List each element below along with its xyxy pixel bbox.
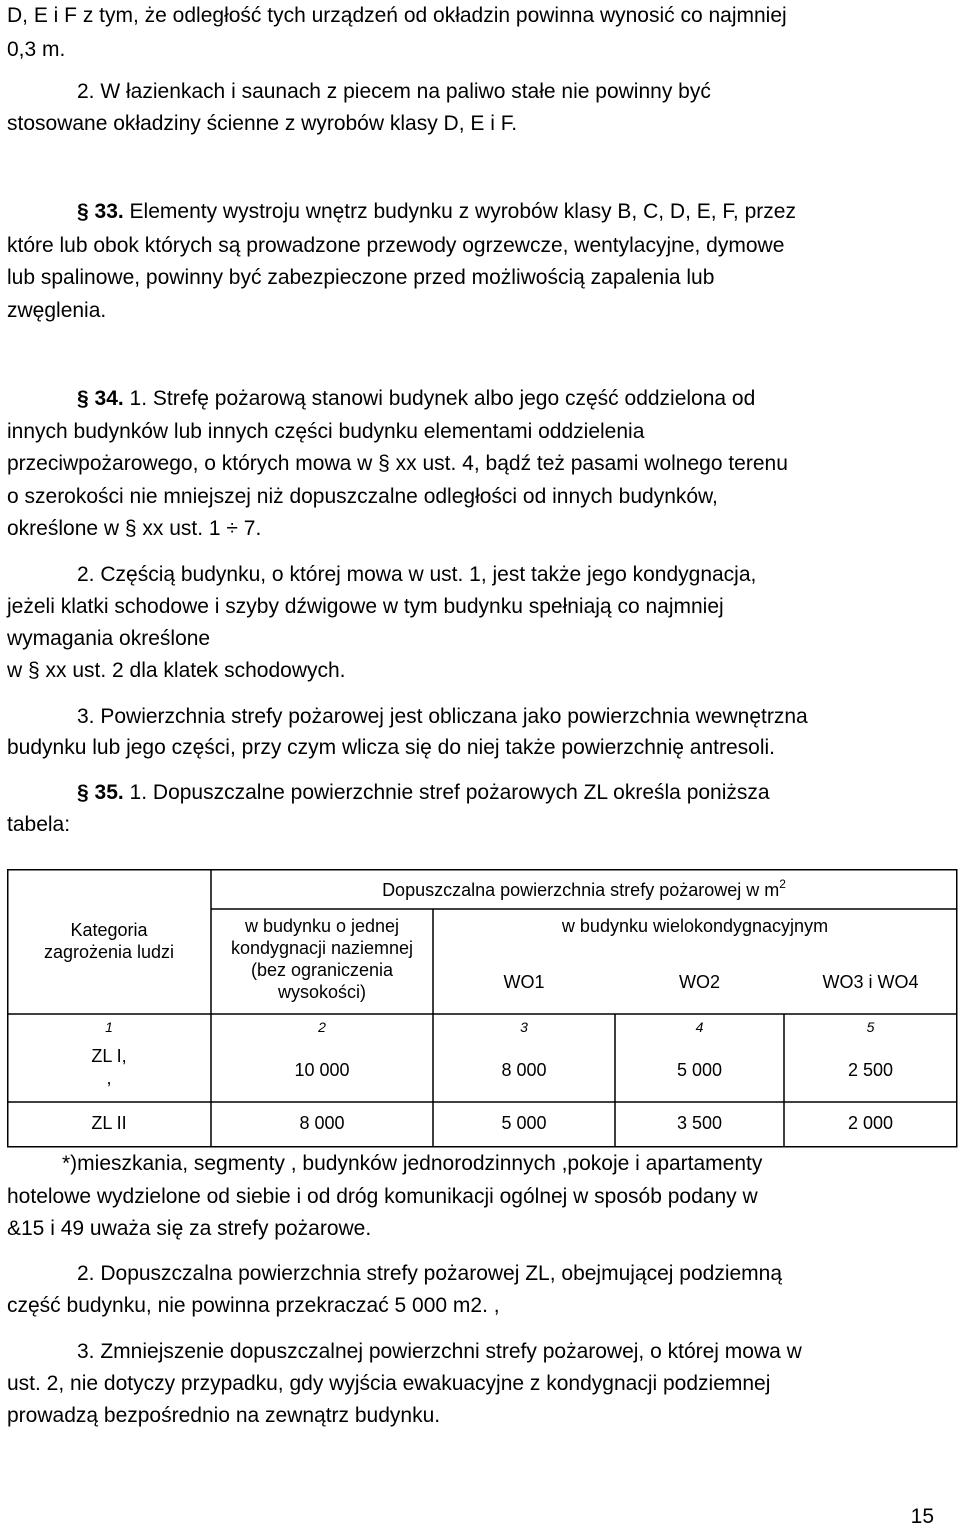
header-line: w budynku o jednej [244, 916, 400, 936]
header-single-storey [211, 915, 433, 1003]
paragraph-number: § 34. [77, 387, 124, 410]
text-line: 2. W łazienkach i saunach z piecem na paliwo stałe nie powinny być [77, 80, 711, 103]
text-line: 3. Zmniejszenie dopuszczalnej powierzchni strefy pożarowej, o której mowa w [77, 1340, 802, 1363]
column-number: 4 [695, 1019, 704, 1035]
text-line: jeżeli klatki schodowe i szyby dźwigowe w tym budynku spełniają co najmniej [7, 595, 724, 618]
header-text: Dopuszczalna powierzchnia strefy pożarowej w m [382, 880, 780, 900]
paragraph-33-first-line [77, 200, 796, 224]
table-cell: 8 000 [299, 1113, 345, 1133]
column-number: 1 [105, 1019, 113, 1035]
text-line: innych budynków lub innych części budynku elementami oddzielenia [7, 420, 645, 443]
text-line: budynku lub jego części, przy czym wlicza się do niej także powierzchnię antresoli. [7, 736, 776, 759]
header-line: (bez ograniczenia [250, 960, 394, 980]
page-number: 15 [910, 1505, 934, 1528]
header-line: kondygnacji naziemnej [230, 938, 414, 958]
header-wo3-wo4: WO3 i WO4 [822, 972, 919, 992]
text-line: 2. Dopuszczalna powierzchnia strefy pożarowej ZL, obejmującej podziemną [77, 1262, 783, 1285]
table-cell: 2 500 [847, 1060, 894, 1080]
paragraph-34-first-line [77, 387, 755, 411]
table-row-zl2-category: ZL II [91, 1113, 127, 1133]
text-line: prowadzą bezpośrednio na zewnątrz budynku. [7, 1404, 441, 1427]
text-line: w § xx ust. 2 dla klatek schodowych. [7, 659, 346, 682]
text-span: Elementy wystroju wnętrz budynku z wyrobów klasy B, C, D, E, F, przez [123, 200, 796, 223]
text-line: 0,3 m. [7, 38, 66, 61]
text-line: zwęglenia. [7, 299, 107, 322]
column-number: 5 [866, 1019, 875, 1035]
header-multi-storey: w budynku wielokondygnacyjnym [561, 916, 829, 936]
superscript: 2 [779, 877, 786, 891]
text-line: lub spalinowe, powinny być zabezpieczone przed możliwością zapalenia lub [7, 266, 715, 289]
text-line: tabela: [7, 813, 71, 836]
table-cell: 2 000 [847, 1113, 894, 1133]
table-grid [7, 869, 959, 1148]
header-wo1: WO1 [503, 972, 545, 992]
category-line: , [106, 1068, 112, 1088]
table-cell: 10 000 [294, 1060, 350, 1080]
paragraph-number: § 35. [77, 781, 124, 804]
table-cell: 5 000 [676, 1060, 723, 1080]
header-category [7, 919, 211, 963]
text-line: które lub obok których są prowadzone przewody ogrzewcze, wentylacyjne, dymowe [7, 234, 785, 257]
text-span: 1. Dopuszczalne powierzchnie stref pożarowych ZL określa poniższa [123, 781, 770, 804]
table-row-zl1-category [7, 1045, 211, 1089]
fire-zone-table [7, 869, 959, 1148]
text-line: stosowane okładziny ścienne z wyrobów klasy D, E i F. [7, 112, 518, 135]
header-wo2: WO2 [678, 972, 720, 992]
text-line: o szerokości nie mniejszej niż dopuszczalne odległości od innych budynków, [7, 485, 718, 508]
paragraph-35-first-line [77, 781, 770, 805]
footnote-line: hotelowe wydzielone od siebie i od dróg komunikacji ogólnej w sposób podany w [7, 1185, 758, 1208]
paragraph-number: § 33. [77, 200, 124, 223]
text-line: 2. Częścią budynku, o której mowa w ust. 1, jest także jego kondygnacja, [77, 563, 757, 586]
text-span: 1. Strefę pożarową stanowi budynek albo jego część oddzielona od [123, 387, 756, 410]
footnote-line: &15 i 49 uważa się za strefy pożarowe. [7, 1217, 372, 1240]
header-line: wysokości) [277, 982, 366, 1002]
text-line: ust. 2, nie dotyczy przypadku, gdy wyjścia ewakuacyjne z kondygnacji podziemnej [7, 1372, 771, 1395]
text-line: D, E i F z tym, że odległość tych urządzeń od okładzin powinna wynosić co najmniej [7, 4, 787, 27]
table-cell: 8 000 [501, 1060, 547, 1080]
text-line: określone w § xx ust. 1 ÷ 7. [7, 517, 262, 540]
table-group-header [211, 879, 957, 901]
table-cell: 3 500 [676, 1113, 723, 1133]
text-line: 3. Powierzchnia strefy pożarowej jest obliczana jako powierzchnia wewnętrzna [77, 705, 808, 728]
header-line: Kategoria [70, 920, 148, 940]
category-line: ZL I, [91, 1046, 127, 1066]
table-cell: 5 000 [501, 1113, 547, 1133]
footnote-line: *)mieszkania, segmenty , budynków jednorodzinnych ,pokoje i apartamenty [62, 1152, 763, 1175]
column-number: 3 [520, 1019, 528, 1035]
text-line: przeciwpożarowego, o których mowa w § xx ust. 4, bądź też pasami wolnego terenu [7, 452, 788, 475]
header-line: zagrożenia ludzi [43, 942, 175, 962]
text-line: część budynku, nie powinna przekraczać 5 000 m2. , [7, 1294, 500, 1317]
text-line: wymagania określone [7, 627, 211, 650]
column-number: 2 [318, 1019, 326, 1035]
